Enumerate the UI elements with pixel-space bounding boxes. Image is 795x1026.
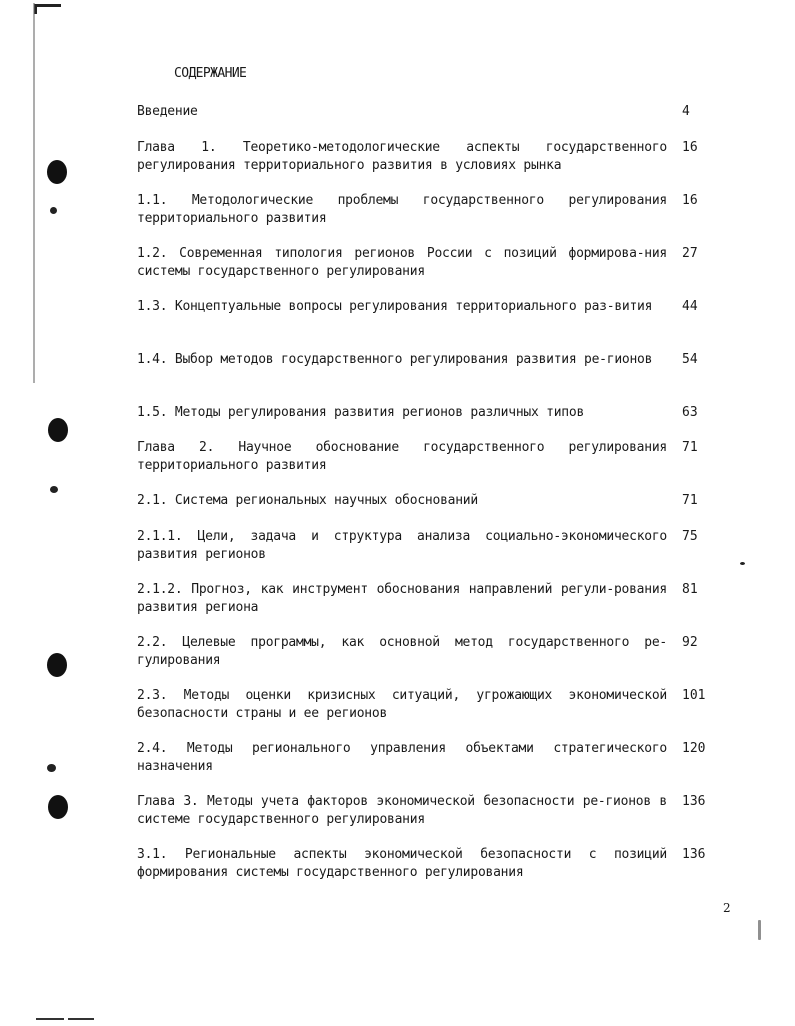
- toc-entry-title: Глава 2. Научное обоснование государственного регулирования территориального развития: [137, 440, 667, 473]
- scan-bottom-line: [36, 1018, 64, 1020]
- toc-entry-title: 3.1. Региональные аспекты экономической безопасности с позиций формирования системы государственного регулирования: [137, 847, 667, 880]
- toc-entry-title: 2.3. Методы оценки кризисных ситуаций, угрожающих экономической безопасности страны и ее регионов: [137, 688, 667, 721]
- toc-entry-title: 1.4. Выбор методов государственного регулирования развития ре-гионов: [137, 352, 653, 367]
- toc-entry-title: 2.1.1. Цели, задача и структура анализа социально-экономического развития регионов: [137, 529, 667, 562]
- toc-entry-page: 16: [682, 140, 698, 155]
- toc-entry-page: 136: [682, 847, 706, 862]
- toc-title: СОДЕРЖАНИЕ: [174, 66, 247, 81]
- toc-entry-page: 71: [682, 440, 698, 455]
- toc-entry-title: Глава 3. Методы учета факторов экономической безопасности ре-гионов в системе государственного регулирования: [137, 794, 667, 827]
- toc-entry-page: 120: [682, 741, 706, 756]
- toc-entry-title: Глава 1. Теоретико-методологические аспекты государственного регулирования территориального развития в условиях рынка: [137, 140, 667, 173]
- punch-hole-icon: [47, 160, 67, 184]
- toc-entry-page: 101: [682, 688, 706, 703]
- page-number: 2: [723, 901, 731, 915]
- toc-entry-page: 136: [682, 794, 706, 809]
- scan-speck-icon: [47, 764, 56, 772]
- toc-entry-page: 4: [682, 104, 690, 119]
- toc-entry-title: 1.1. Методологические проблемы государственного регулирования территориального развития: [137, 193, 667, 226]
- toc-entry-page: 92: [682, 635, 698, 650]
- toc-entry-page: 54: [682, 352, 698, 367]
- toc-entry-page: 81: [682, 582, 698, 597]
- toc-entry-page: 71: [682, 493, 698, 508]
- toc-entry-title: 2.2. Целевые программы, как основной метод государственного ре-гулирования: [137, 635, 667, 668]
- toc-entry-title: 2.4. Методы регионального управления объектами стратегического назначения: [137, 741, 667, 774]
- toc-entry-title: 2.1. Система региональных научных обоснований: [137, 493, 478, 508]
- toc-entry-page: 44: [682, 299, 698, 314]
- toc-entry-page: 63: [682, 405, 698, 420]
- toc-entry-title: Введение: [137, 104, 198, 119]
- punch-hole-icon: [48, 418, 68, 442]
- scan-speck-icon: [50, 486, 58, 493]
- punch-hole-icon: [48, 795, 68, 819]
- punch-hole-icon: [47, 653, 67, 677]
- scan-edge-line: [33, 3, 35, 383]
- scan-speck-icon: [758, 920, 761, 940]
- toc-entry-page: 27: [682, 246, 698, 261]
- toc-entry-page: 16: [682, 193, 698, 208]
- scan-speck-icon: [50, 207, 57, 214]
- toc-entry-title: 1.3. Концептуальные вопросы регулирования территориального раз-вития: [137, 299, 653, 314]
- corner-mark-icon: [33, 3, 63, 15]
- scan-bottom-line: [68, 1018, 94, 1020]
- toc-entry-title: 2.1.2. Прогноз, как инструмент обоснования направлений регули-рования развития региона: [137, 582, 667, 615]
- toc-entry-title: 1.5. Методы регулирования развития регионов различных типов: [137, 405, 585, 420]
- scan-speck-icon: [740, 562, 745, 565]
- toc-entry-page: 75: [682, 529, 698, 544]
- toc-entry-title: 1.2. Современная типология регионов России с позиций формирова-ния системы государственного регулирования: [137, 246, 667, 279]
